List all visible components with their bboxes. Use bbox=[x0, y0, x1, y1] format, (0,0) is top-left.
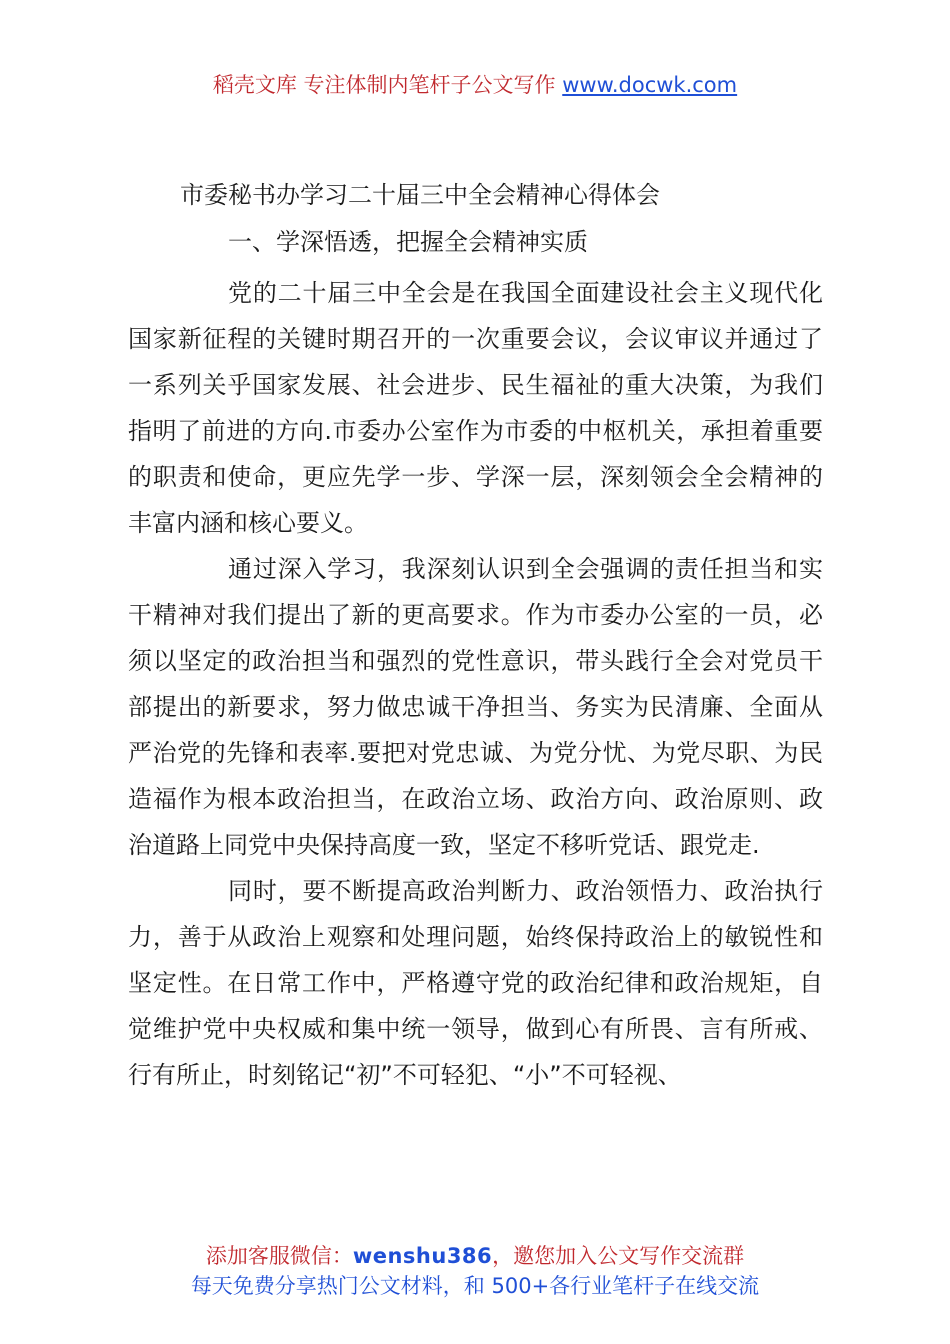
footer-promo-line: 每天免费分享热门公文材料，和 500+各行业笔杆子在线交流 bbox=[190, 1274, 760, 1298]
website-link[interactable]: www.docwk.com bbox=[562, 73, 738, 97]
paragraph: 党的二十届三中全会是在我国全面建设社会主义现代化国家新征程的关键时期召开的一次重要会议，会议审议并通过了一系列关乎国家发展、社会进步、民生福祉的重大决策，为我们指明了前进的方向.市委办公室作为市委的中枢机关，承担着重要的职责和使命，更应先学一步、学深一层，深刻领会全会精神的丰富内涵和核心要义。 bbox=[128, 279, 823, 537]
footer-contact-line bbox=[0, 1241, 950, 1271]
page-header bbox=[0, 70, 950, 100]
footer-contact-suffix: ，邀您加入公文写作交流群 bbox=[492, 1244, 745, 1268]
section-heading: 一、学深悟透，把握全会精神实质 bbox=[228, 228, 588, 256]
document-title: 市委秘书办学习二十届三中全会精神心得体会 bbox=[180, 181, 660, 209]
wechat-id: wenshu386 bbox=[352, 1244, 493, 1268]
footer-contact-prefix: 添加客服微信： bbox=[205, 1244, 353, 1268]
paragraph: 通过深入学习，我深刻认识到全会强调的责任担当和实干精神对我们提出了新的更高要求。作为市委办公室的一员，必须以坚定的政治担当和强烈的党性意识，带头践行全会对党员干部提出的新要求，努力做忠诚干净担当、务实为民清廉、全面从严治党的先锋和表率.要把对党忠诚、为党分忧、为党尽职、为民造福作为根本政治担当，在政治立场、政治方向、政治原则、政治道路上同党中央保持高度一致，坚定不移听党话、跟党走. bbox=[128, 555, 823, 859]
document-body bbox=[128, 270, 823, 1098]
paragraph: 同时，要不断提高政治判断力、政治领悟力、政治执行力，善于从政治上观察和处理问题，始终保持政治上的敏锐性和坚定性。在日常工作中，严格遵守党的政治纪律和政治规矩，自觉维护党中央权威和集中统一领导，做到心有所畏、言有所戒、行有所止，时刻铭记“初”不可轻犯、“小”不可轻视、 bbox=[128, 877, 823, 1089]
page-footer bbox=[0, 1241, 950, 1301]
header-brand: 稻壳文库 专注体制内笔杆子公文写作 bbox=[212, 73, 556, 97]
